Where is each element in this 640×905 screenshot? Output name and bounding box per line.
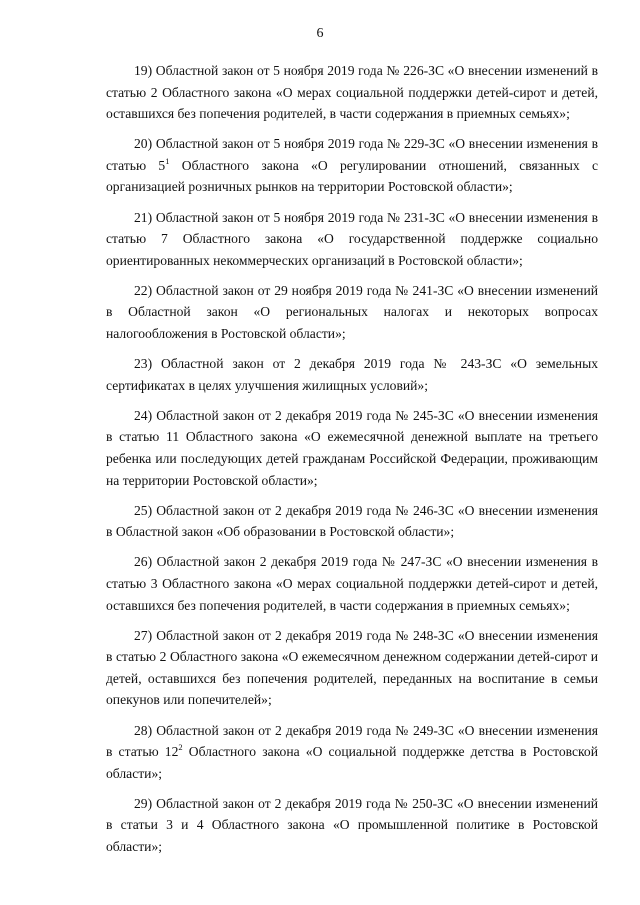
list-item-19: 19) Областной закон от 5 ноября 2019 года № 226-ЗС «О внесении изменений в статью 2 Областного закона «О мерах социальной поддержки детей-сирот и детей, оставшихся без попечения родителей, в части содержания в приемных семьях»; xyxy=(106,63,598,122)
list-item-28 xyxy=(106,720,598,785)
list-item-text: 28) Областной закон от 2 декабря 2019 года № 249-ЗС «О внесении изменения в статью 12 xyxy=(106,722,598,760)
list-item-26: 26) Областной закон 2 декабря 2019 года № 247-ЗС «О внесении изменения в статью 3 Областного закона «О мерах социальной поддержки детей-сирот и детей, оставшихся без попечения родителей, в части содержания в приемных семьях»; xyxy=(106,554,598,613)
list-item-29: 29) Областной закон от 2 декабря 2019 года № 250-ЗС «О внесении изменений в статьи 3 и 4 Областного закона «О промышленной политике в Ростовской области»; xyxy=(106,795,598,854)
list-item-22: 22) Областной закон от 29 ноября 2019 года № 241-ЗС «О внесении изменений в Областной закон «О региональных налогах и некоторых вопросах налогообложения в Ростовской области»; xyxy=(106,282,598,342)
page-number: 6 xyxy=(316,26,324,41)
list-item-20 xyxy=(106,133,598,198)
superscript: 1 xyxy=(165,155,170,166)
list-item-text: 20) Областной закон от 5 ноября 2019 года № 229-ЗС «О внесении изменения в статью 5 xyxy=(106,136,598,173)
list-item-text: Областного закона «О социальной поддержке детства в Ростовской области»; xyxy=(106,744,598,781)
list-item-text: Областного закона «О регулировании отношений, связанных с организацией розничных рынков на территории Ростовской области»; xyxy=(106,157,598,195)
list-item-21: 21) Областной закон от 5 ноября 2019 года № 231-ЗС «О внесении изменения в статью 7 Областного закона «О государственной поддержке социально ориентированных некоммерческих организаций в Ростовской области»; xyxy=(106,209,598,268)
list-item-27: 27) Областной закон от 2 декабря 2019 года № 248-ЗС «О внесении изменения в статью 2 Областного закона «О ежемесячном денежном содержании детей-сирот и детей, оставшихся без попечения родителей, переданных на воспитание в семьи опекунов или попечителей»; xyxy=(106,627,598,708)
list-item-24: 24) Областной закон от 2 декабря 2019 года № 245-ЗС «О внесении изменения в статью 11 Областного закона «О ежемесячной денежной выплате на третьего ребенка или последующих детей гражданам Российской Федерации, проживающим на территории Ростовской области»; xyxy=(106,407,598,488)
list-item-25: 25) Областной закон от 2 декабря 2019 года № 246-ЗС «О внесении изменения в Областной закон «Об образовании в Ростовской области»; xyxy=(106,502,598,540)
superscript: 2 xyxy=(178,742,183,753)
document-body xyxy=(106,60,598,866)
list-item-23: 23) Областной закон от 2 декабря 2019 года № 243-ЗС «О земельных сертификатах в целях улучшения жилищных условий»; xyxy=(106,356,598,393)
